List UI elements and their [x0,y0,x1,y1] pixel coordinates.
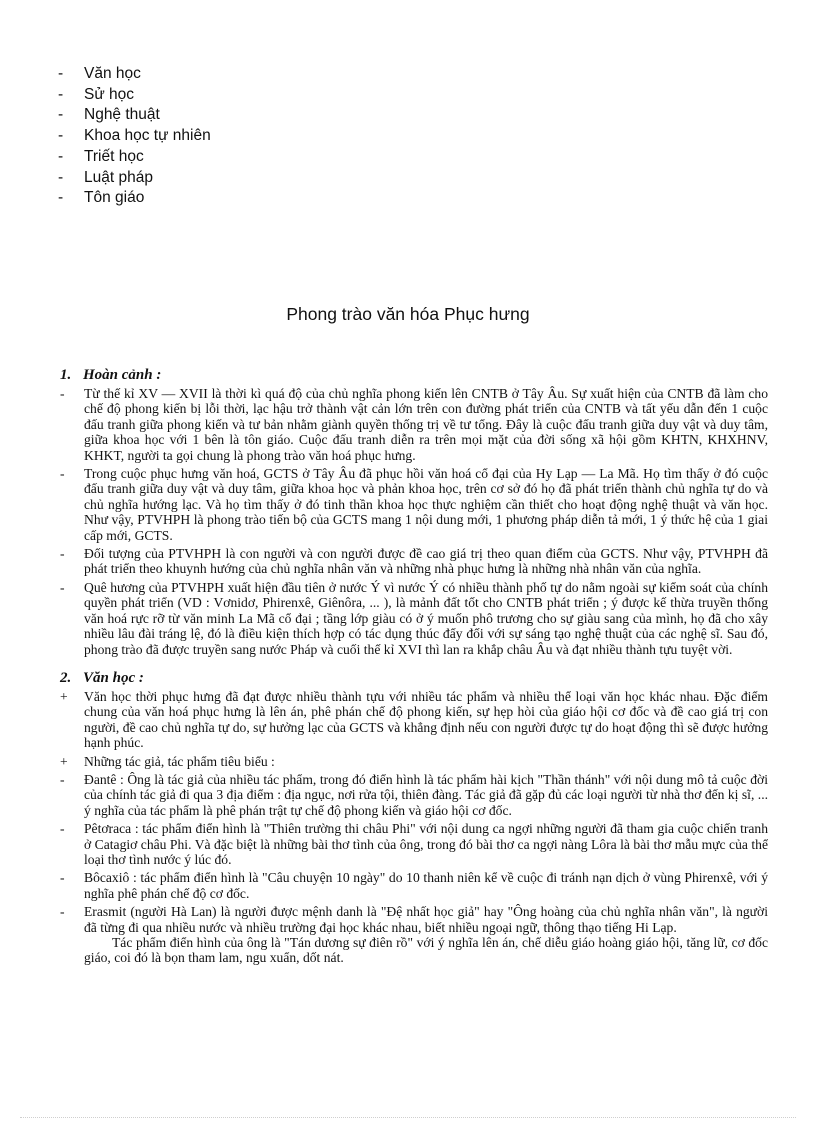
list-item: - Sử học [58,85,135,103]
list-item: - Khoa học tự nhiên [58,127,211,145]
paragraph-item: - Đantê : Ông là tác giả của nhiều tác phẩm, trong đó điển hình là tác phẩm hài kịch "Thần thánh" với nội dung mô tả cuộc đời của chính tác giả đi qua 3 địa điểm : địa ngục, nơi rửa tội, thiên đàng. Tác giả đã gặp đủ các loại người từ nhà thơ đến kị sĩ, ... ý nghĩa của tác phẩm là phê phán trật tự chế độ phong kiến và giáo hội cơ đốc. [60,771,768,818]
paragraph-item: - Trong cuộc phục hưng văn hoá, GCTS ở Tây Âu đã phục hồi văn hoá cổ đại của Hy Lạp — La Mã. Họ tìm thấy ở đó cuộc đấu tranh giữa duy vật và duy tâm, giữa khoa học và phản khoa học, trên cơ sở đó họ đã phát triển thành chủ nghĩa tự do và chủ nghĩa hướng lạc. Và họ tìm thấy ở đó tinh thần khoa học thực nghiệm cần thiết cho hoạt động nghệ thuật và văn học. Như vậy, PTVHPH là phong trào tiến bộ của GCTS mang 1 nội dung mới, 1 phương pháp diễn tả mới, 1 ý thức hệ của 1 giai cấp mới, GCTS. [60,466,768,543]
section-heading: 2. Văn học : [60,669,144,686]
list-item: - Văn học [58,65,141,82]
paragraph-item: - Erasmit (người Hà Lan) là người được mệnh danh là "Đệ nhất học giả" hay "Ông hoàng của chủ nghĩa nhân văn", là người đã từng đi qua nhiều nước và nhiều trường đại học khác nhau, biết nhiều ngoại ngữ, thông thạo tiếng Hi Lạp. [60,904,768,935]
list-item: - Luật pháp [58,168,153,186]
page-bottom-divider [20,1117,796,1118]
page-title: Phong trào văn hóa Phục hưng [286,304,530,324]
paragraph-item: - Quê hương của PTVHPH xuất hiện đầu tiên ở nước Ý vì nước Ý có nhiều thành phố tự do nằm ngoài sự kiểm soát của chính quyền phát triển (VD : Vơnidơ, Phirenxê, Giênôra, ... ), là mảnh đất tốt cho CNTB phát triển ; ý được kế thừa truyền thống văn hoá rực rỡ từ văn minh La Mã cổ đại ; tầng lớp giàu có ở ý muốn phô trương cho sự giàu sang của mình, họ đã cho xây nhiều lâu đài tráng lệ, đó là điều kiện thích hợp có tác dụng thúc đẩy đối với sự sáng tạo nghệ thuật của các nghệ sĩ. Sau đó, phong trào đã được truyền sang nước Pháp và cuối thế kỉ XVI thì lan ra khắp châu Âu và đạt nhiều thành tựu tuyệt vời. [60,579,768,657]
paragraph-item: - Đối tượng của PTVHPH là con người và con người được đề cao giá trị theo quan điểm của GCTS. Như vậy, PTVHPH đã phát triển theo khuynh hướng của chủ nghĩa nhân văn và những nhà phục hưng là những nhà nhân văn của nghĩa. [60,546,768,577]
paragraph-item: - Từ thế kỉ XV — XVII là thời kì quá độ của chủ nghĩa phong kiến lên CNTB ở Tây Âu. Sự xuất hiện của CNTB đã làm cho chế độ phong kiến bị lỗi thời, lạc hậu trở thành vật cản lớn trên con đường phát triển của CNTB và tất yếu dẫn đến 1 cuộc đấu tranh giữa phong kiến và tư bản nhằm giành quyền thống trị về tư tổng. Đây là cuộc đấu tranh giữa duy vật và duy tâm, giữa khoa học với 1 bên là tôn giáo. Cuộc đấu tranh diễn ra trên mọi mặt của đời sống xã hội gồm KHTN, KHXHNV, KHKT, người ta gọi chung là phong trào văn hoá phục hưng. [60,386,768,463]
paragraph-item: + Những tác giả, tác phẩm tiêu biểu : [60,753,275,769]
list-item: - Triết học [58,147,144,165]
list-item: - Tôn giáo [58,189,145,207]
list-item: - Nghệ thuật [58,106,160,124]
closing-paragraph: Tác phẩm điển hình của ông là "Tán dương sự điên rồ" với ý nghĩa lên án, chế diễu giáo hoàng giáo hội, tăng lữ, cơ đốc giáo, coi đó là bọn tham lam, ngu xuẩn, dốt nát. [84,935,768,966]
paragraph-item: - Pêtơraca : tác phẩm điển hình là "Thiên trường thi châu Phi" với nội dung ca ngợi những người đã tham gia cuộc chiến tranh ở Catagiơ châu Phi. Và đặc biệt là những bài thơ tình của ông, trong đó bài thơ ca ngợi nàng Lôra là bài thơ mẫu mực của thể loại thơ tình nước ý lúc đó. [60,821,768,867]
topic-list [58,64,211,209]
document-body [60,366,768,966]
paragraph-item: - Bôcaxiô : tác phẩm điển hình là "Câu chuyện 10 ngày" do 10 thanh niên kể về cuộc đi tránh nạn dịch ở vùng Phirenxê, với ý nghĩa phê phán chế độ cơ đốc. [60,870,768,901]
section-heading: 1. Hoàn cảnh : [60,367,162,383]
paragraph-item: + Văn học thời phục hưng đã đạt được nhiều thành tựu với nhiều tác phẩm và nhiều thể loại văn học khác nhau. Đặc điểm chung của văn hoá phục hưng là lên án, phê phán chế độ phong kiến, sự hẹp hòi của giáo hội cơ đốc và đề cao giá trị con người, đề cao chủ nghĩa tự do, sự hưởng lạc của GCTS và khẳng định nếu con người được tự do hoạt động thì sẽ được hưởng hạnh phúc. [60,688,768,751]
